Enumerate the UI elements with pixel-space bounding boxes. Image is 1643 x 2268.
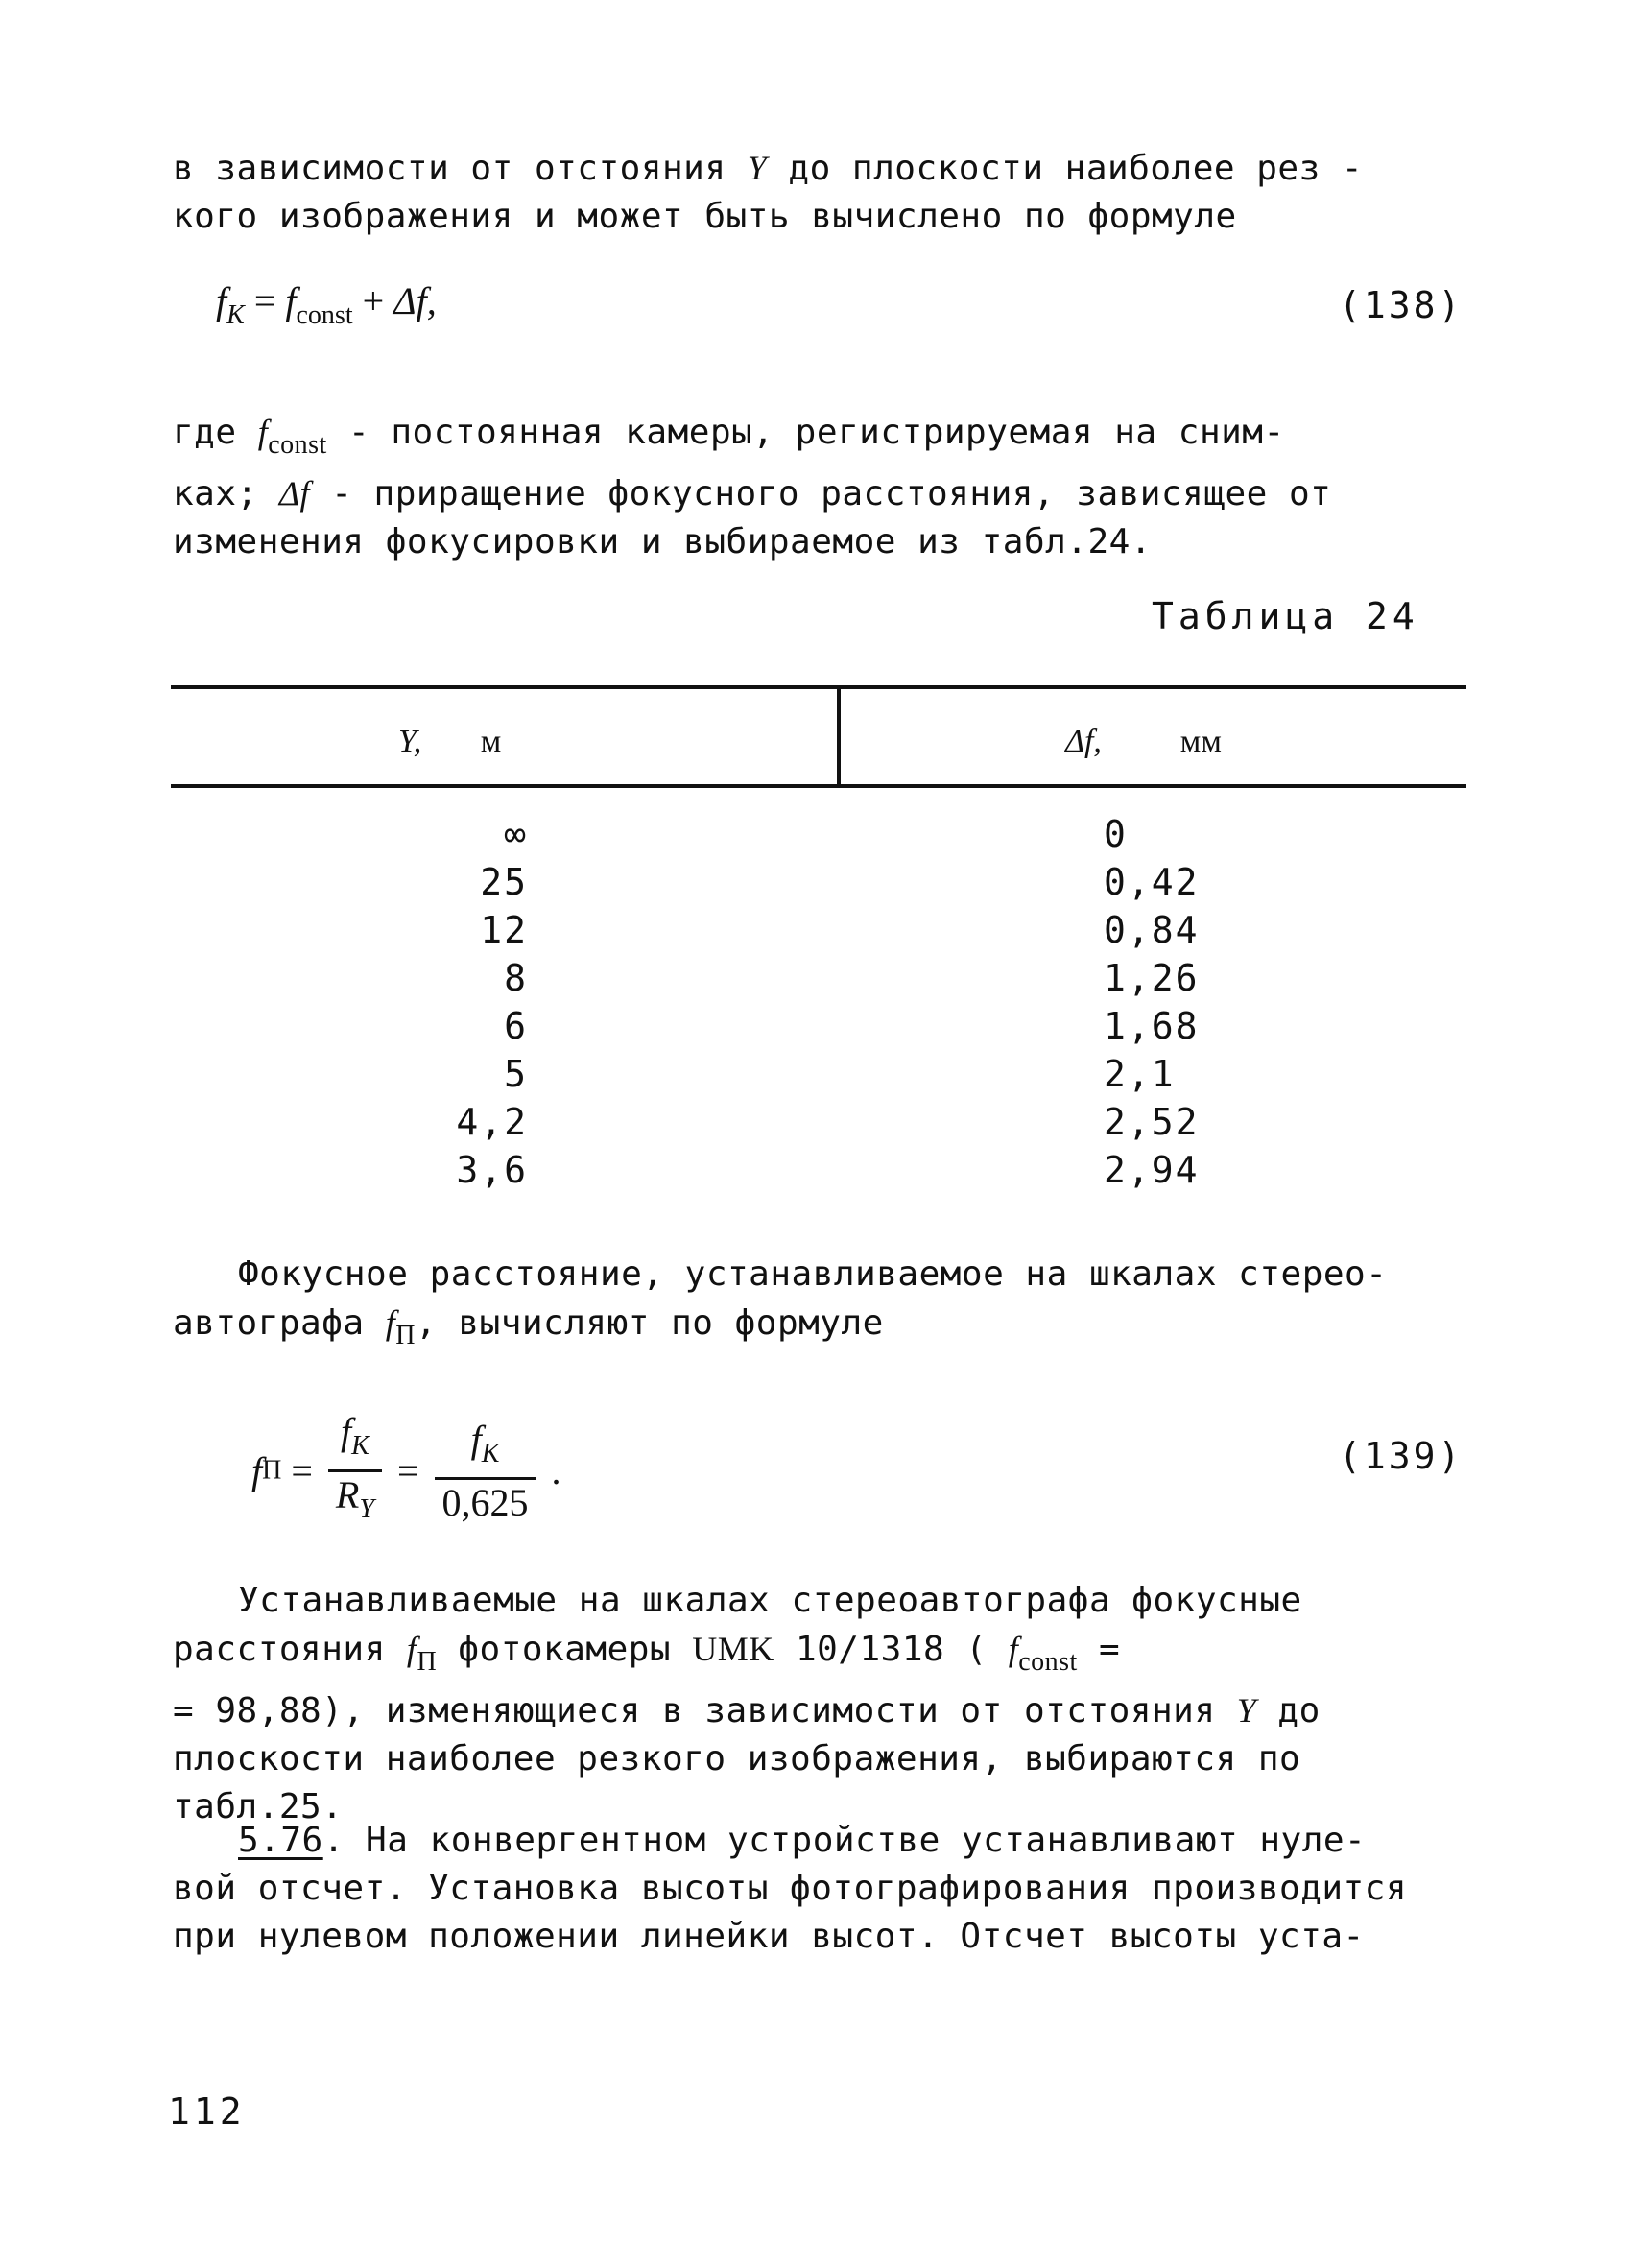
paragraph-1-line-2: кого изображения и может быть вычислено по формуле [173,197,1237,236]
paragraph-2-line-3: изменения фокусировки и выбираемое из табл.24. [173,522,1152,561]
table-cell-y: 5 [504,1053,528,1095]
table-cell-delta-f: 0,42 [1104,861,1200,903]
formula-139: fП = $\frac{f_K}{R_Y}$ = $\frac{f_K}{0,625}$ . [251,1409,561,1533]
paragraph-4-line-5: табл.25. [173,1787,344,1826]
table-column-divider [837,689,841,787]
paragraph-5-line-1: 5.76. На конвергентном устройстве устанавливают нуле- [238,1821,1367,1860]
table-title: Таблица 24 [1152,595,1419,637]
section-number: 5.76 [238,1821,323,1860]
table-cell-y: 8 [504,957,528,999]
paragraph-4-line-1: Устанавливаемые на шкалах стереоавтографа фокусные [238,1581,1302,1620]
paragraph-5 [173,1817,1497,1961]
table-cell-y: 6 [504,1005,528,1047]
table-cell-y: 4,2 [456,1101,528,1143]
paragraph-2 [173,408,1497,566]
paragraph-2-line-2: ках; Δf - приращение фокусного расстояния, зависящее от [173,474,1332,513]
table-cell-delta-f: 2,94 [1104,1149,1200,1191]
table-cell-y: 12 [480,909,528,951]
table-cell-delta-f: 1,26 [1104,957,1200,999]
table-cell-delta-f: 2,1 [1104,1053,1176,1095]
page-number: 112 [168,2090,246,2133]
table-cell-delta-f: 2,52 [1104,1101,1200,1143]
table-header-y: Y, м [398,724,502,759]
table-cell-y: 25 [480,861,528,903]
paragraph-3 [173,1251,1562,1360]
equation-number-139: (139) [1339,1435,1464,1477]
equation-number-138: (138) [1339,284,1464,326]
paragraph-3-line-2: автографа $f_П$, вычисляют по формуле [173,1303,884,1350]
paragraph-4-line-3: = 98,88), изменяющиеся в зависимости от отстояния Y до [173,1691,1321,1731]
table-column-y [413,810,528,1194]
table-header-delta-f: Δf, мм [1065,724,1222,759]
paragraph-3-line-1: Фокусное расстояние, устанавливаемое на шкалах стерео- [238,1254,1388,1294]
paragraph-4 [173,1577,1497,1831]
table-column-delta-f [1104,810,1200,1194]
table-header-rule [171,784,1466,788]
paragraph-4-line-2: расстояния $f_П$ фотокамеры UMK 10/1318 ( $f_{const}$ = [173,1630,1121,1677]
paragraph-4-line-4: плоскости наиболее резкого изображения, выбираются по [173,1739,1301,1779]
table-cell-delta-f: 0 [1104,813,1128,855]
paragraph-2-line-1: где $f_{const}$ - постоянная камеры, регистрируемая на сним- [173,413,1285,460]
variable-y: Y [747,149,768,187]
formula-138: $f_K = f_{const} + \Delta f$, [216,279,437,330]
fraction-1: $\frac{f_K}{R_Y}$ [328,1409,382,1533]
paragraph-5-line-3: при нулевом положении линейки высот. Отсчет высоты уста- [173,1917,1365,1956]
paragraph-1-line-1: в зависимости от отстояния Y до плоскости наиболее рез - [173,149,1364,188]
table-cell-y: ∞ [504,813,528,855]
paragraph-1 [173,144,1497,241]
table-cell-y: 3,6 [456,1149,528,1191]
fraction-2: $\frac{f_K}{0,625}$ [435,1417,536,1526]
table-top-rule [171,685,1466,689]
table-cell-delta-f: 1,68 [1104,1005,1200,1047]
table-cell-delta-f: 0,84 [1104,909,1200,951]
paragraph-5-line-2: вой отсчет. Установка высоты фотографирования производится [173,1869,1408,1908]
